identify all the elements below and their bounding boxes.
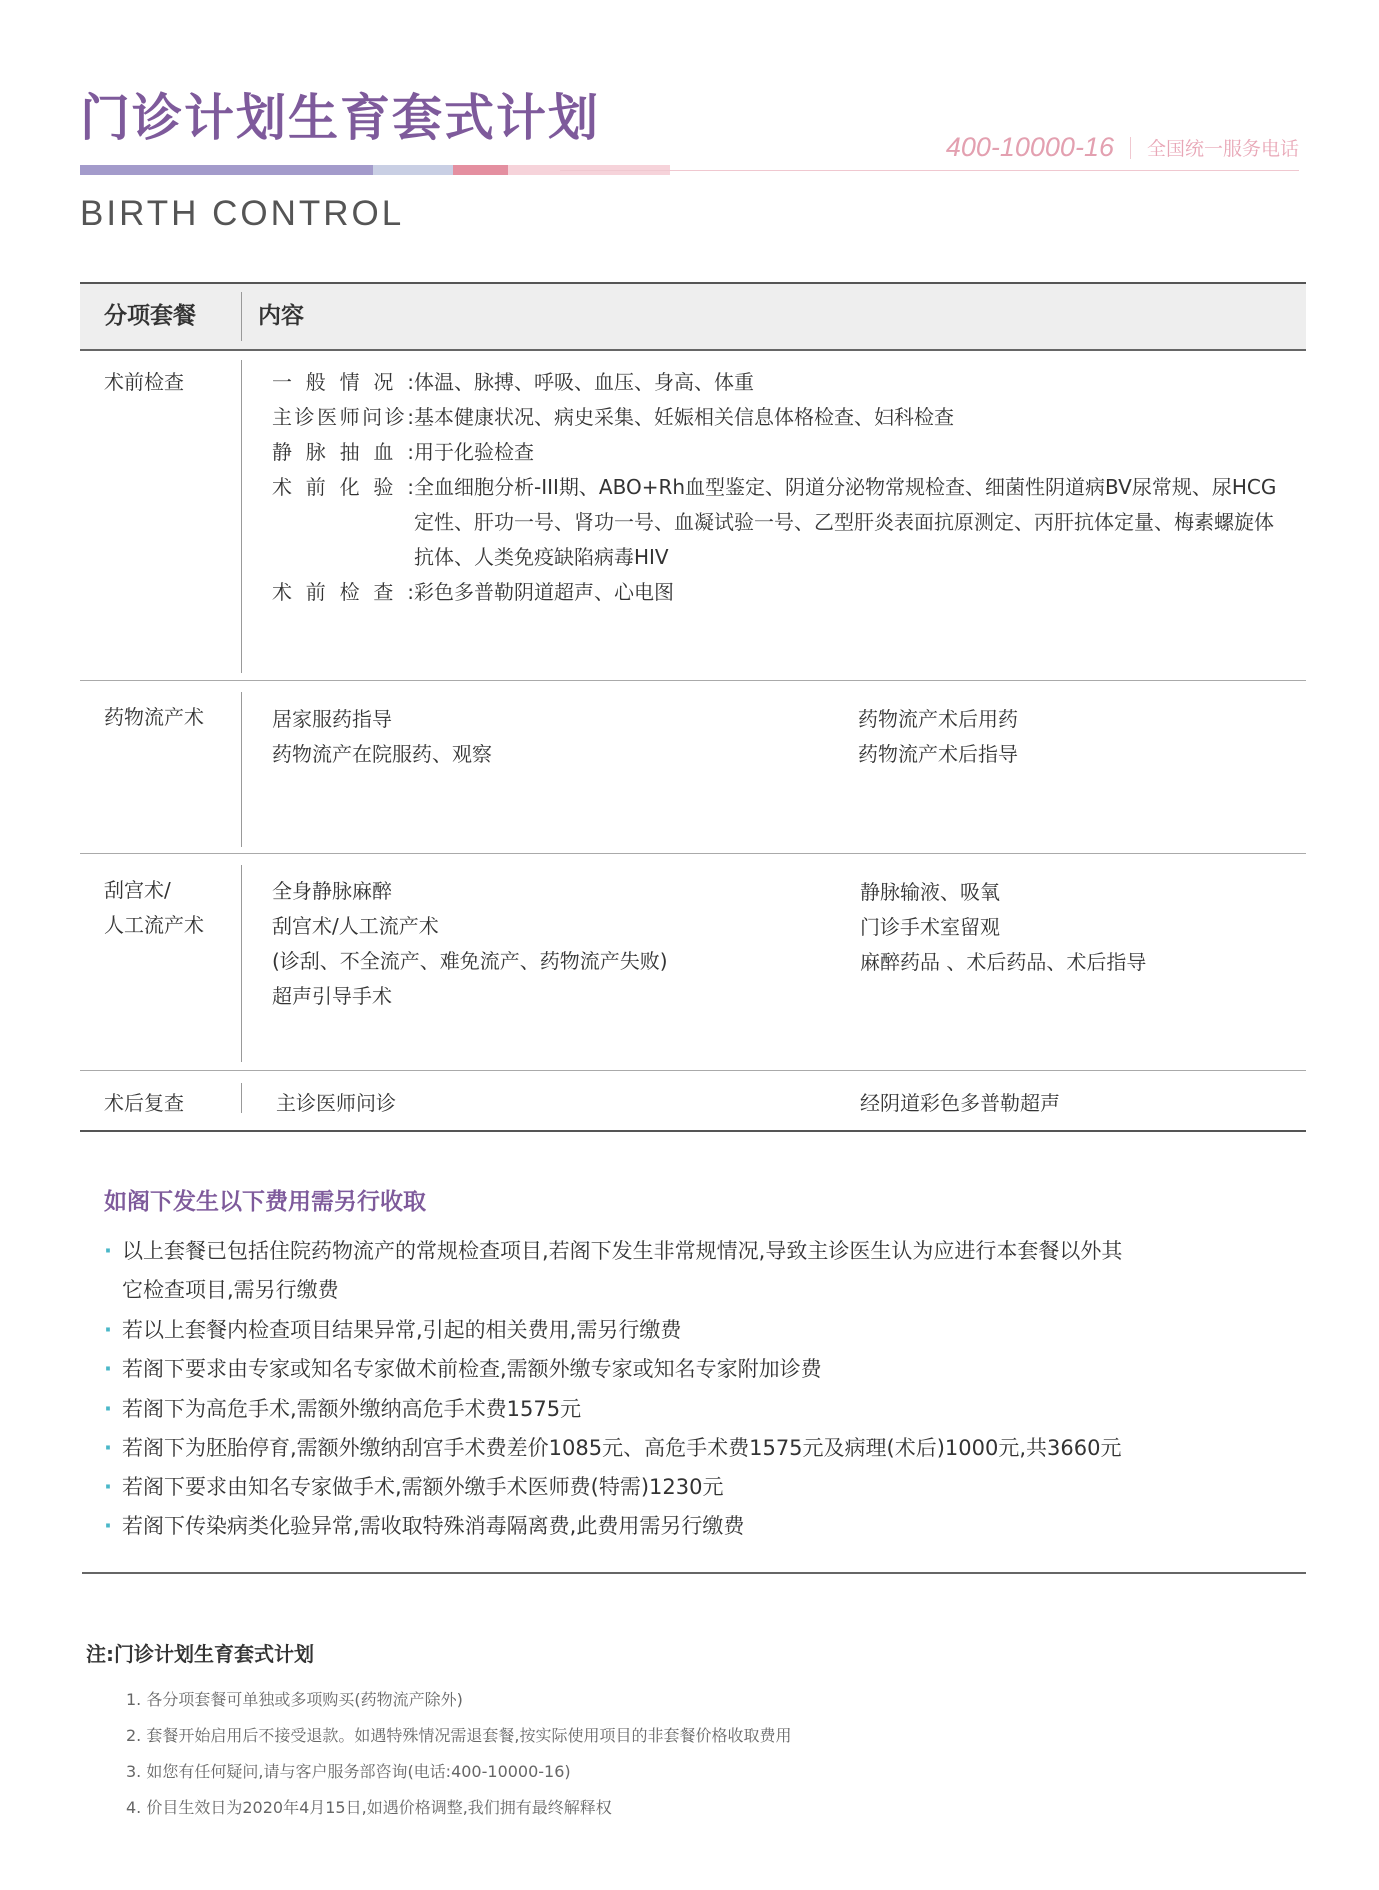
section-separator xyxy=(82,1572,1306,1574)
hotline-divider xyxy=(560,170,1299,171)
title-bar-segment-1 xyxy=(80,165,373,175)
header-package: 分项套餐 xyxy=(104,303,196,329)
list-item: 术前化验:全血细胞分析-III期、ABO+Rh血型鉴定、阴道分泌物常规检查、细菌性阴道病BV尿常规、尿HCG xyxy=(272,475,1277,499)
fee-item: · 若阁下为胚胎停育,需额外缴纳刮宫手术费差价1085元、高危手术费1575元及病理(术后)1000元,共3660元 xyxy=(104,1436,1122,1460)
list-item: 经阴道彩色多普勒超声 xyxy=(860,1091,1060,1115)
fee-item: · 若阁下要求由专家或知名专家做术前检查,需额外缴专家或知名专家附加诊费 xyxy=(104,1357,822,1381)
row-divider-curettage xyxy=(241,865,242,1062)
note-item: 2. 套餐开始启用后不接受退款。如遇特殊情况需退套餐,按实际使用项目的非套餐价格收取费用 xyxy=(126,1726,792,1745)
fee-item: · 若阁下要求由知名专家做手术,需额外缴手术医师费(特需)1230元 xyxy=(104,1475,724,1499)
row-label-curettage: 刮宫术/ xyxy=(104,878,171,902)
list-item: 术前检查:彩色多普勒阴道超声、心电图 xyxy=(272,580,674,604)
list-item: 药物流产术后用药 xyxy=(858,707,1018,731)
list-item-continued: 定性、肝功一号、肾功一号、血凝试验一号、乙型肝炎表面抗原测定、丙肝抗体定量、梅素螺旋体 xyxy=(414,510,1274,534)
hotline-number: 400-10000-16 xyxy=(945,132,1114,162)
page-subtitle: BIRTH CONTROL xyxy=(80,194,405,233)
hotline xyxy=(946,132,1299,163)
list-item: 静脉抽血:用于化验检查 xyxy=(272,440,534,464)
header-divider xyxy=(241,292,242,341)
list-item: 静脉输液、吸氧 xyxy=(860,880,1000,904)
list-item: 居家服药指导 xyxy=(272,707,392,731)
row-label-pre-op: 术前检查 xyxy=(104,370,184,394)
row-label-medical-abortion: 药物流产术 xyxy=(104,705,204,729)
note-item: 4. 价目生效日为2020年4月15日,如遇价格调整,我们拥有最终解释权 xyxy=(126,1798,612,1817)
page-title: 门诊计划生育套式计划 xyxy=(80,89,600,147)
extra-fees-title: 如阁下发生以下费用需另行收取 xyxy=(104,1189,426,1215)
list-item-continued: 抗体、人类免疫缺陷病毒HIV xyxy=(414,545,669,569)
header-content: 内容 xyxy=(258,303,304,329)
list-item: 主诊医师问诊:基本健康状况、病史采集、妊娠相关信息体格检查、妇科检查 xyxy=(272,405,954,429)
fee-item-continued: 它检查项目,需另行缴费 xyxy=(122,1278,339,1302)
fee-item: · 若以上套餐内检查项目结果异常,引起的相关费用,需另行缴费 xyxy=(104,1318,682,1342)
fee-item: · 以上套餐已包括住院药物流产的常规检查项目,若阁下发生非常规情况,导致主诊医生认为应进行本套餐以外其 xyxy=(104,1239,1123,1263)
fee-item: · 若阁下为高危手术,需额外缴纳高危手术费1575元 xyxy=(104,1397,582,1421)
row-separator xyxy=(80,680,1306,681)
row-separator xyxy=(80,1070,1306,1071)
list-item: (诊刮、不全流产、难免流产、药物流产失败) xyxy=(272,949,668,973)
hotline-separator xyxy=(1130,137,1131,159)
hotline-label: 全国统一服务电话 xyxy=(1146,139,1299,160)
note-item: 3. 如您有任何疑问,请与客户服务部咨询(电话:400-10000-16) xyxy=(126,1762,571,1781)
row-divider-medical-abortion xyxy=(241,692,242,847)
title-bar-segment-3 xyxy=(453,165,508,175)
list-item: 刮宫术/人工流产术 xyxy=(272,914,439,938)
row-label-curettage-2: 人工流产术 xyxy=(104,913,204,937)
table-header xyxy=(80,284,1306,351)
list-item: 全身静脉麻醉 xyxy=(272,879,392,903)
list-item: 主诊医师问诊 xyxy=(276,1091,396,1115)
row-separator xyxy=(80,853,1306,854)
list-item: 超声引导手术 xyxy=(272,984,392,1008)
list-item: 门诊手术室留观 xyxy=(860,915,1000,939)
fee-item: · 若阁下传染病类化验异常,需收取特殊消毒隔离费,此费用需另行缴费 xyxy=(104,1514,745,1538)
note-item: 1. 各分项套餐可单独或多项购买(药物流产除外) xyxy=(126,1690,463,1709)
notes-title: 注:门诊计划生育套式计划 xyxy=(86,1642,314,1666)
title-bar-segment-2 xyxy=(373,165,453,175)
row-divider-follow-up xyxy=(241,1083,242,1113)
list-item: 麻醉药品 、术后药品、术后指导 xyxy=(860,950,1147,974)
list-item: 一般情况:体温、脉搏、呼吸、血压、身高、体重 xyxy=(272,370,754,394)
row-divider-pre-op xyxy=(241,360,242,673)
row-label-follow-up: 术后复查 xyxy=(104,1091,184,1115)
table-bottom-border xyxy=(80,1130,1306,1132)
list-item: 药物流产术后指导 xyxy=(858,742,1018,766)
list-item: 药物流产在院服药、观察 xyxy=(272,742,492,766)
